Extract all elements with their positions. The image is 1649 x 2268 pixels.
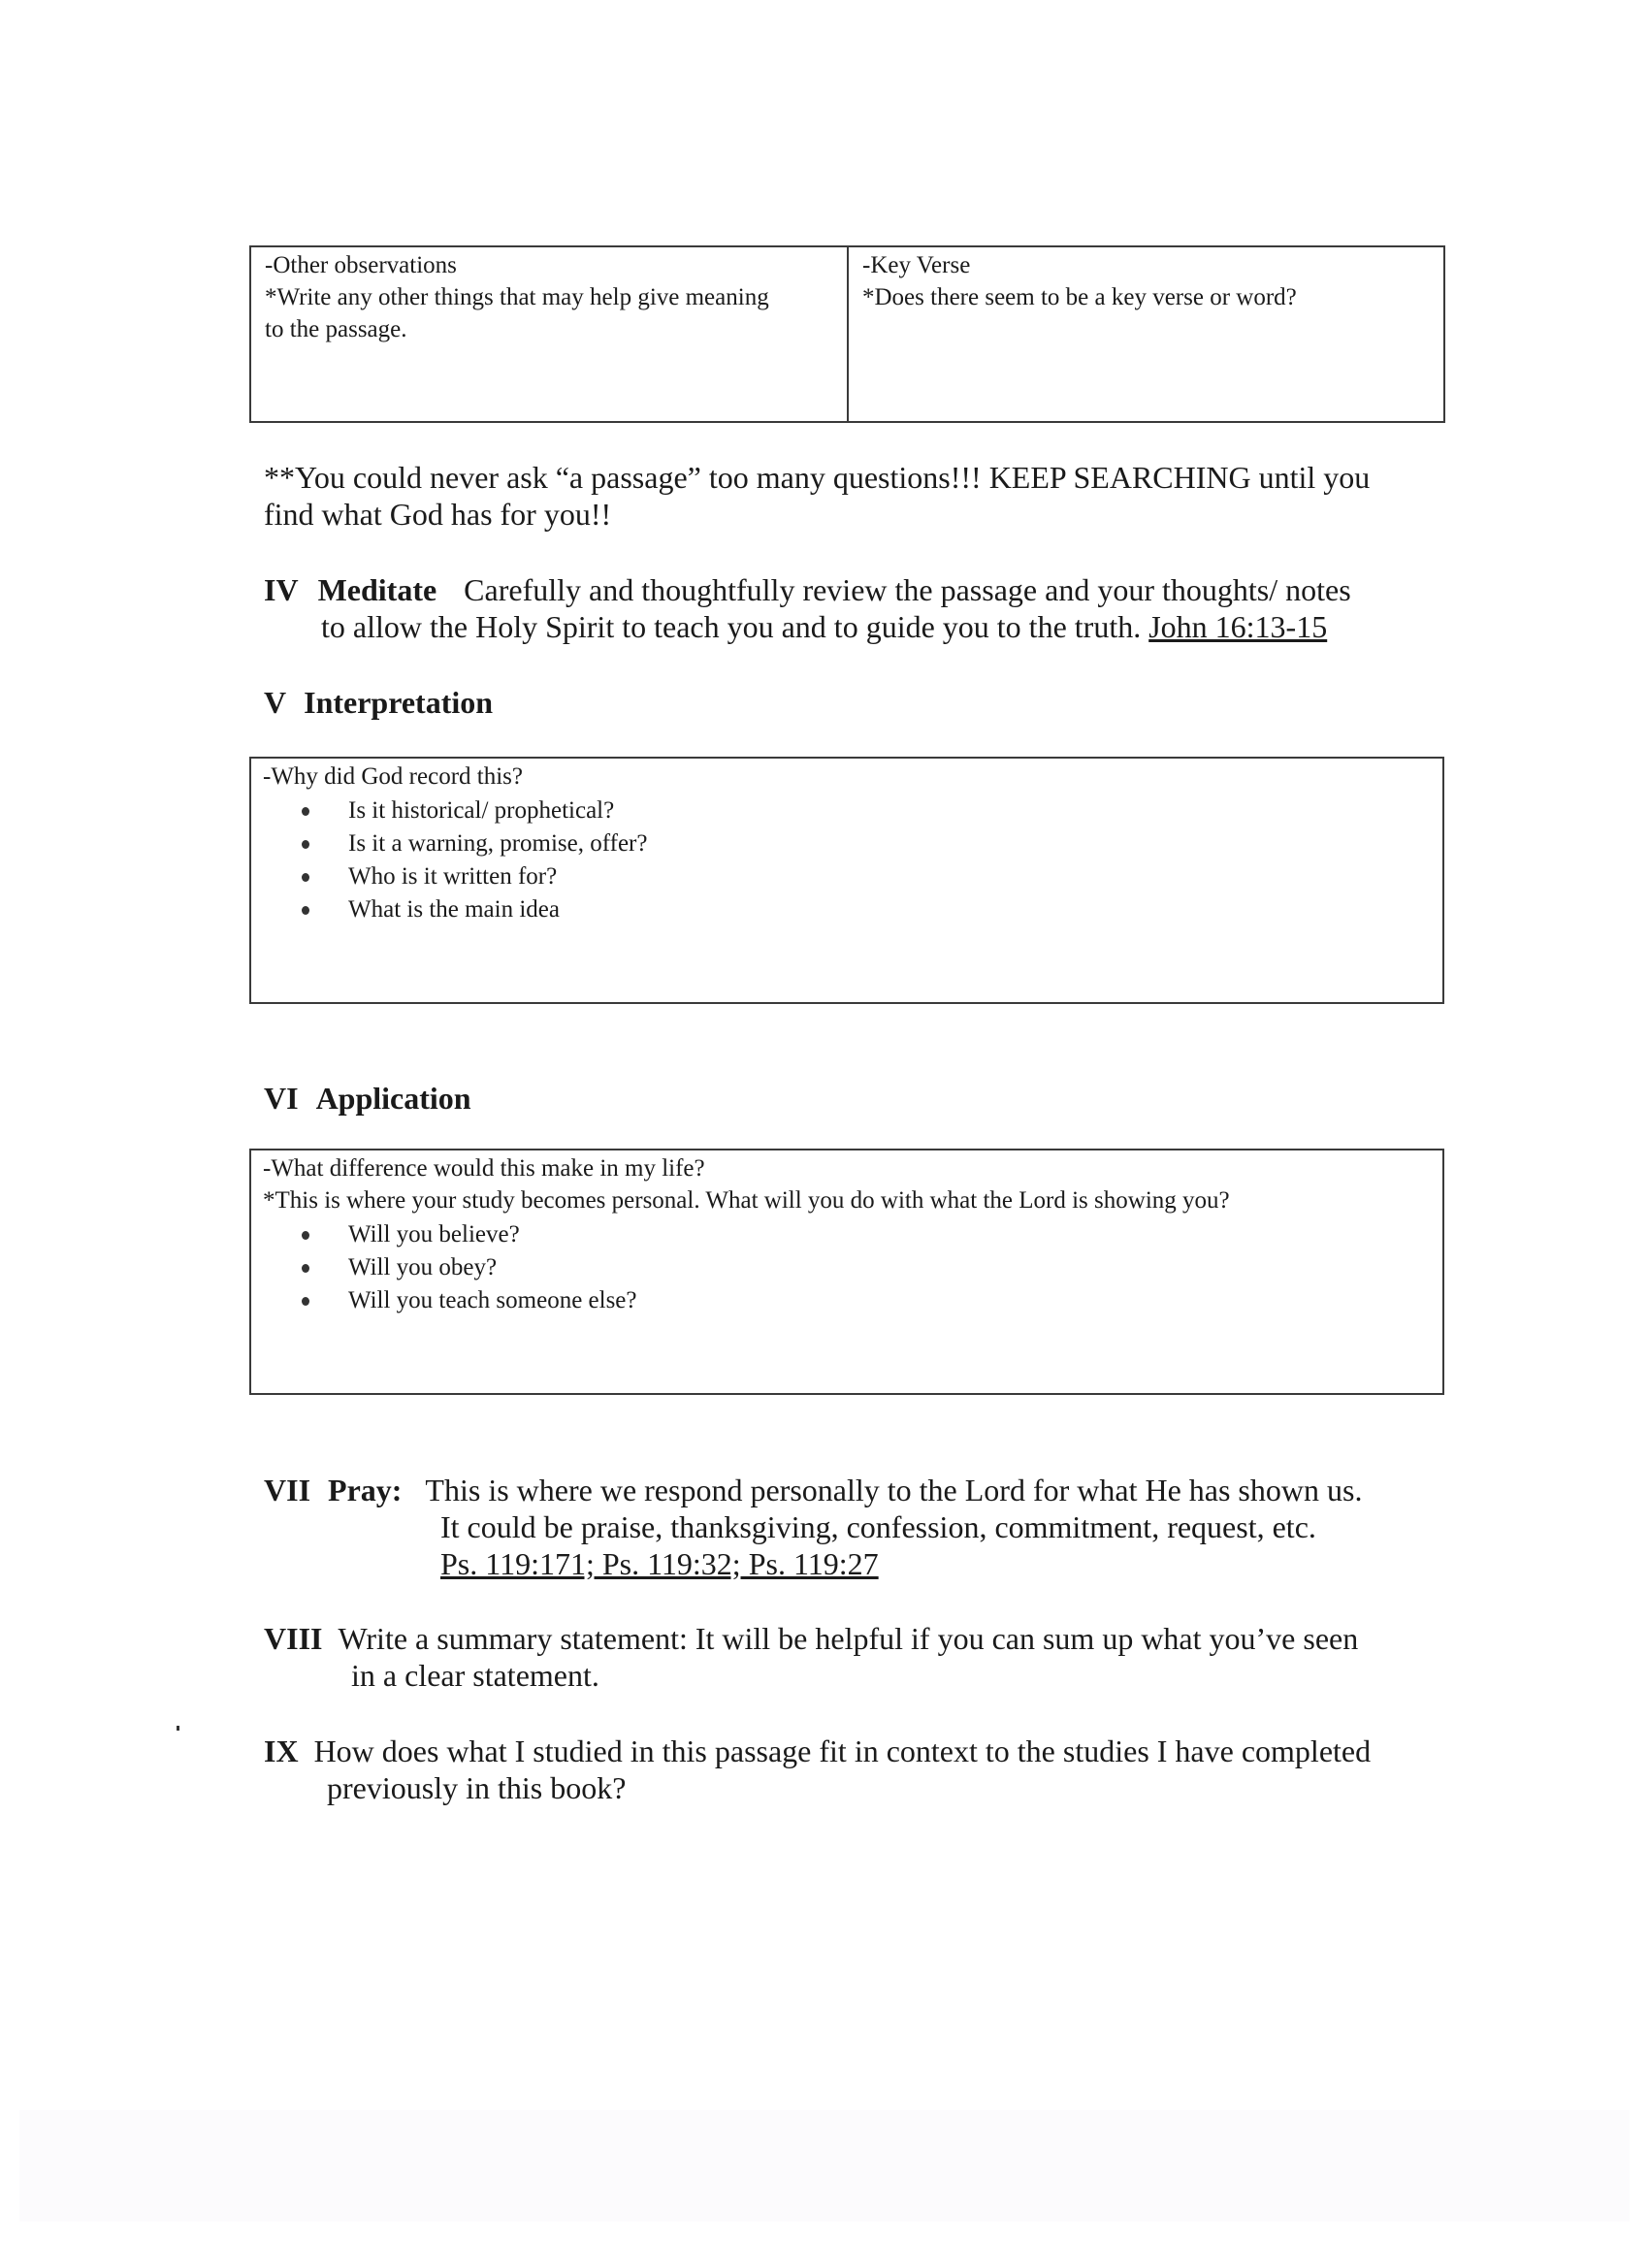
psalms-reference-link[interactable]: Ps. 119:171; Ps. 119:32; Ps. 119:27 xyxy=(440,1546,879,1581)
other-observations-cell[interactable] xyxy=(249,245,849,423)
other-observations-instruction-1: *Write any other things that may help give meaning xyxy=(265,284,769,310)
section-vi-numeral: VI xyxy=(264,1081,299,1116)
section-ix-text-2: previously in this book? xyxy=(327,1770,627,1805)
section-vi-title: Application xyxy=(315,1081,471,1116)
section-application-heading xyxy=(264,1080,471,1117)
section-summary xyxy=(264,1620,1476,1694)
section-pray xyxy=(264,1472,1476,1582)
other-observations-heading: -Other observations xyxy=(265,252,457,278)
section-context xyxy=(264,1733,1486,1806)
application-instruction: *This is where your study becomes personal. What will you do with what the Lord is showing you? xyxy=(263,1187,1230,1214)
bullet-item: Is it a warning, promise, offer? xyxy=(251,827,1442,860)
key-verse-cell[interactable] xyxy=(847,245,1445,423)
section-ix-numeral: IX xyxy=(264,1733,299,1768)
bullet-item: Will you obey? xyxy=(251,1251,1442,1284)
interpretation-box[interactable] xyxy=(249,757,1444,1004)
section-iv-title: Meditate xyxy=(317,572,437,607)
section-v-title: Interpretation xyxy=(304,685,494,720)
bullet-item: Is it historical/ prophetical? xyxy=(251,794,1442,827)
section-vii-text-1: This is where we respond personally to the Lord for what He has shown us. xyxy=(425,1473,1363,1507)
application-bullets xyxy=(251,1218,1442,1317)
scan-shadow-band xyxy=(19,2110,1630,2221)
other-observations-instruction-2: to the passage. xyxy=(265,316,407,342)
section-viii-numeral: VIII xyxy=(264,1621,323,1656)
stray-mark xyxy=(177,1726,179,1731)
bullet-item: What is the main idea xyxy=(251,893,1442,926)
key-verse-heading: -Key Verse xyxy=(862,252,971,278)
bullet-item: Will you teach someone else? xyxy=(251,1284,1442,1317)
search-note-line-1: **You could never ask “a passage” too many questions!!! KEEP SEARCHING until you xyxy=(264,460,1371,495)
search-note xyxy=(264,459,1476,533)
bullet-item: Will you believe? xyxy=(251,1218,1442,1251)
interpretation-question: -Why did God record this? xyxy=(263,763,523,790)
section-vii-numeral: VII xyxy=(264,1473,311,1507)
john-reference-link[interactable]: John 16:13-15 xyxy=(1148,609,1328,644)
section-vii-text-2: It could be praise, thanksgiving, confession, commitment, request, etc. xyxy=(440,1509,1316,1544)
section-meditate xyxy=(264,571,1476,645)
section-v-numeral: V xyxy=(264,685,287,720)
application-question: -What difference would this make in my life? xyxy=(263,1155,705,1182)
section-iv-numeral: IV xyxy=(264,572,299,607)
search-note-line-2: find what God has for you!! xyxy=(264,497,612,532)
interpretation-bullets xyxy=(251,794,1442,926)
key-verse-instruction: *Does there seem to be a key verse or word? xyxy=(862,284,1297,310)
bullet-item: Who is it written for? xyxy=(251,860,1442,893)
section-viii-text-2: in a clear statement. xyxy=(351,1658,599,1693)
section-iv-text-1: Carefully and thoughtfully review the passage and your thoughts/ notes xyxy=(464,572,1351,607)
application-box[interactable] xyxy=(249,1149,1444,1395)
section-viii-text-1: Write a summary statement: It will be helpful if you can sum up what you’ve seen xyxy=(338,1621,1359,1656)
section-iv-text-2: to allow the Holy Spirit to teach you and to guide you to the truth. xyxy=(321,609,1142,644)
section-ix-text-1: How does what I studied in this passage fit in context to the studies I have completed xyxy=(313,1733,1372,1768)
section-vii-title: Pray: xyxy=(328,1473,403,1507)
section-interpretation-heading xyxy=(264,684,493,721)
